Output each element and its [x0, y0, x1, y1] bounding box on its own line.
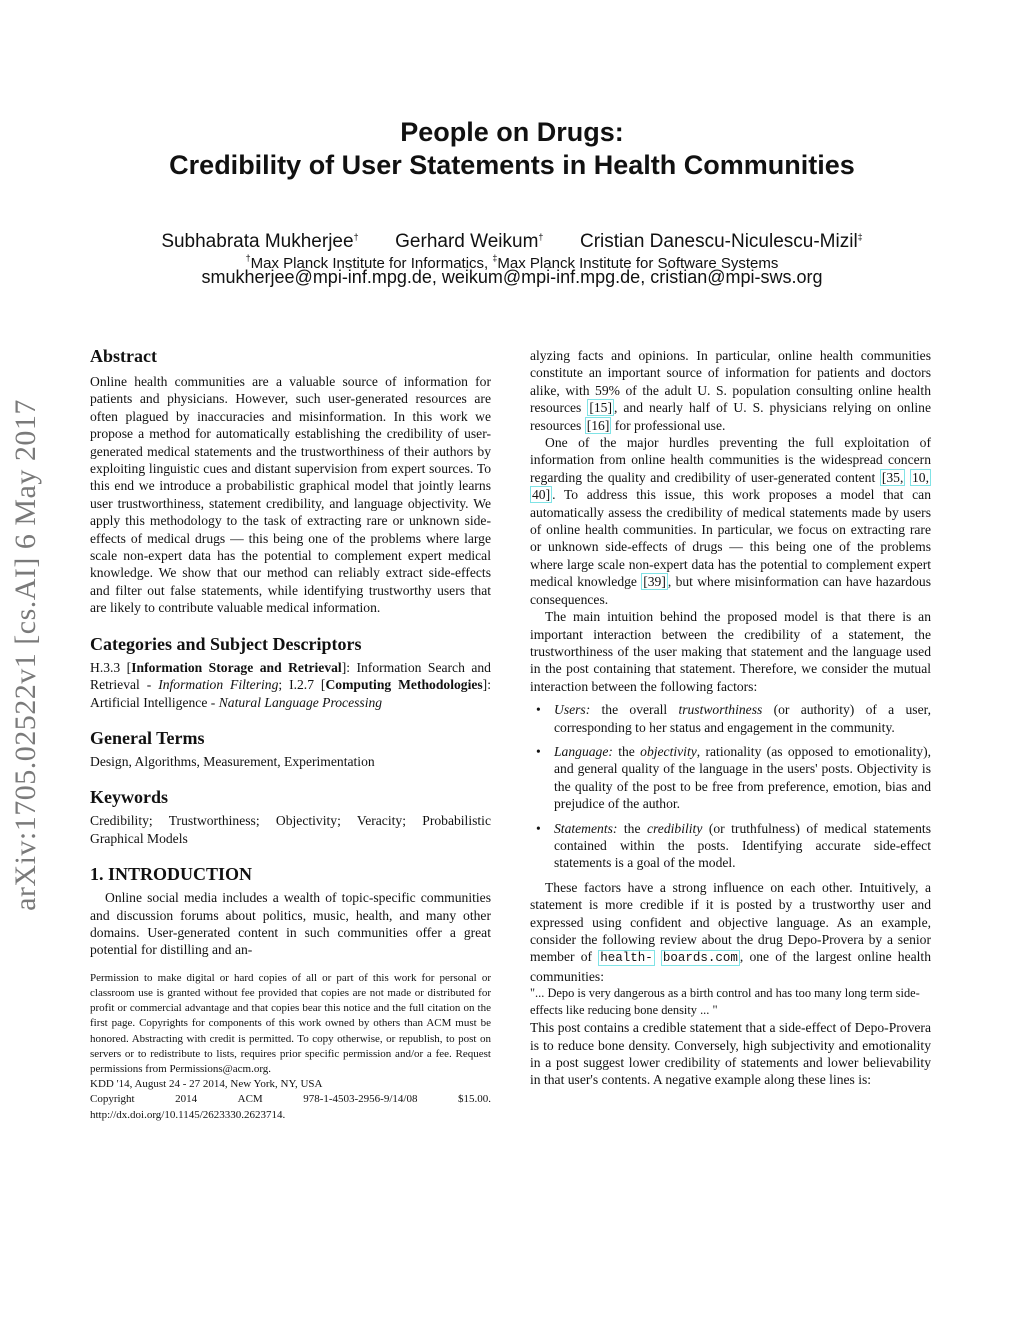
institution: Max Planck Institute for Informatics,	[250, 255, 493, 272]
arxiv-side-label	[3, 355, 49, 955]
price: $15.00.	[457, 1093, 491, 1106]
permission-notice	[90, 971, 491, 1123]
general-terms-heading: General Terms	[90, 727, 205, 748]
factors-paragraph: These factors have a strong influence on each other. Intuitively, a statement is more credible if it is posted by a trustworthy user and expressed using confident and objective language. As an example, consider the following review about the drug Depo-Provera by a senior member of health- boards.com , one of the largest online health communities:	[530, 879, 931, 984]
affiliation-mark: †	[245, 253, 251, 263]
affiliation-mark: †	[353, 232, 359, 242]
title-line-1: People on Drugs:	[400, 117, 624, 147]
author-name: Subhabrata Mukherjee	[161, 231, 354, 252]
author-emails: smukherjee@mpi-inf.mpg.de, weikum@mpi-inf.mpg.de, cristian@mpi-sws.org	[201, 267, 823, 287]
citation-link[interactable]: [16]	[586, 417, 610, 433]
general-terms-text: Design, Algorithms, Measurement, Experimentation	[90, 753, 375, 769]
paper-title	[0, 116, 1024, 182]
url-link[interactable]: boards.com	[662, 951, 738, 966]
citation-link[interactable]: 40]	[532, 487, 551, 503]
author-name: Gerhard Weikum	[395, 231, 539, 252]
isbn: 978-1-4503-2956-9/14/08	[303, 1093, 418, 1106]
categories-text: H.3.3 [Information Storage and Retrieval]: Information Search and Retrieval - Information Filtering; I.2.7 [Computing Methodologies]: Artificial Intelligence - Natural Language Processing	[90, 659, 491, 710]
abstract-text: Online health communities are a valuable source of information for patients and physicians. However, such user-generated resources are often plagued by inaccuracies and misinformation. In this work we propose a method for automatically establishing the credibility of user-generated medical statements and the trustworthiness of their authors by exploiting linguistic cues and distant supervision from expert sources. To this end we introduce a probabilistic graphical model that jointly learns user trustworthiness, statement credibility, and language objectivity. We apply this methodology to the task of extracting rare or unknown side-effects of medical drugs — this being one of the problems where large scale non-expert data has the potential to complement expert medical knowledge. We show that our method can reliably extract side-effects and filter out false statements, while identifying trustworthy users that are likely to contribute valuable medical information.	[90, 374, 491, 616]
doi-link: http://dx.doi.org/10.1145/2623330.2623714.	[90, 1108, 286, 1121]
categories-heading: Categories and Subject Descriptors	[90, 633, 362, 654]
copyright-word: Copyright	[90, 1093, 135, 1106]
author-name: Cristian Danescu-Niculescu-Mizil	[579, 231, 858, 252]
citation-link[interactable]: [39]	[643, 574, 666, 590]
affiliation-mark: ‡	[492, 253, 498, 263]
bullet-icon: •	[536, 820, 541, 836]
bullet-icon: •	[536, 702, 541, 718]
url-link[interactable]: health-	[600, 951, 653, 966]
intro-continued-paragraph: alyzing facts and opinions. In particular, online health communities constitute an important source of information for patients and doctors alike, with 59% of the adult U. S. population consulting online health resources [15] , and nearly half of U. S. physicians relying on online resources [16] for professional use.	[530, 348, 931, 433]
keywords-heading: Keywords	[90, 787, 168, 808]
introduction-paragraph: Online social media includes a wealth of topic-specific communities and discussion forums about politics, music, health, and many other domains. User-generated content in such communities offer a great potential for distilling and an-	[90, 890, 491, 958]
list-item: • Statements: the credibility (or truthfulness) of medical statements contained within the posts. Identifying accurate side-effect statements is a goal of the model.	[536, 820, 931, 871]
copyright-line	[90, 1092, 491, 1107]
affiliation-mark: ‡	[857, 232, 863, 242]
list-item: • Language: the objectivity, rationality (as opposed to emotionality), and general quality of the language in the users' posts. Objectivity is the quality of the post to be free from preference, emotion, bias and prejudice of the author.	[536, 743, 931, 812]
factor-list	[530, 701, 931, 872]
review-quote: "... Depo is very dangerous as a birth control and has too many long term side-effects like reducing bone density ... "	[530, 986, 920, 1018]
citation-link[interactable]: 10,	[912, 469, 929, 485]
right-column	[530, 347, 931, 1089]
keywords-text: Credibility; Trustworthiness; Objectivity; Veracity; Probabilistic Graphical Models	[90, 813, 491, 846]
citation-link[interactable]: [15]	[589, 400, 612, 416]
title-line-2: Credibility of User Statements in Health Communities	[169, 150, 855, 180]
intuition-paragraph: The main intuition behind the proposed model is that there is an important interaction between the credibility of a statement, the trustworthiness of the user making that statement and the language used in the post containing that statement. Therefore, we consider the mutual interaction between the following factors:	[530, 609, 931, 694]
conference-info: KDD '14, August 24 - 27 2014, New York, NY, USA	[90, 1078, 323, 1091]
affiliation-mark: †	[538, 232, 544, 242]
list-item: • Users: the overall trustworthiness (or authority) of a user, corresponding to her status and engagement in the community.	[536, 702, 931, 735]
copyright-year: 2014	[175, 1093, 198, 1106]
credible-statement-paragraph: This post contains a credible statement that a side-effect of Depo-Provera is to reduce bone density. Conversely, high subjectivity and emotionality in a post suggest lower credibility of statements and lower believability in that user's contents. A negative example along these lines is:	[530, 1020, 931, 1088]
permission-text: Permission to make digital or hard copies of all or part of this work for personal or classroom use is granted without fee provided that copies are not made or distributed for profit or commercial advantage and that copies bear this notice and the full citation on the first page. Copyrights for components of this work owned by others than ACM must be honored. Abstracting with credit is permitted. To copy otherwise, or republish, to post on servers or to redistribute to lists, requires prior specific permission and/or a fee. Request permissions from Permissions@acm.org.	[90, 971, 491, 1075]
left-column	[90, 345, 491, 1123]
citation-link[interactable]: [35,	[881, 469, 904, 485]
abstract-heading: Abstract	[90, 346, 157, 366]
arxiv-identifier: arXiv:1705.02522v1 [cs.AI] 6 May 2017	[9, 399, 43, 911]
bullet-icon: •	[536, 743, 541, 759]
hurdles-paragraph: One of the major hurdles preventing the full exploitation of information from online health communities is the widespread concern regarding the quality and credibility of user-generated content [35, 10, 40] . To address this issue, this work proposes a model that can automatically assess the credibility of medical statements made by users of online health communities. In particular, we focus on extracting rare or unknown side-effects of drugs — this being one of the problems where large scale non-expert data has the potential to complement expert medical knowledge [39] , but where misinformation can have hazardous consequences.	[530, 435, 931, 607]
institution: Max Planck Institute for Software Systems	[497, 255, 779, 272]
introduction-heading: 1. INTRODUCTION	[90, 864, 253, 885]
copyright-org: ACM	[237, 1093, 263, 1106]
